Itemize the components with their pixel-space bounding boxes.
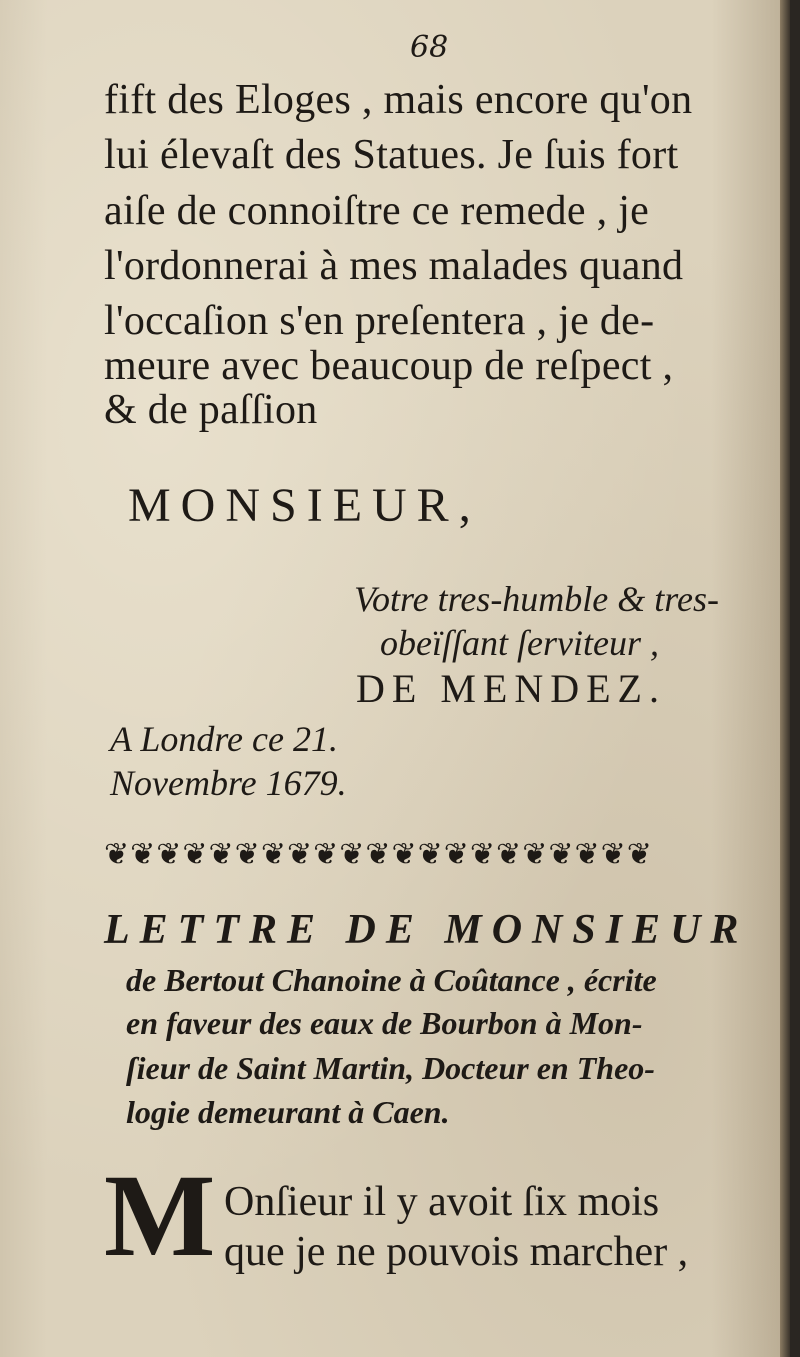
letter-heading-title: LETTRE DE MONSIEUR bbox=[104, 907, 749, 953]
drop-cap: M bbox=[104, 1150, 216, 1281]
signature-name: DE MENDEZ. bbox=[356, 666, 666, 711]
paragraph-line: lui élevaſt des Statues. Je ſuis fort bbox=[104, 132, 679, 178]
date-line-1: A Londre ce 21. bbox=[110, 719, 338, 759]
salutation: MONSIEUR, bbox=[128, 479, 481, 532]
letter-heading-line: en faveur des eaux de Bourbon à Mon- bbox=[126, 1005, 643, 1041]
ornament-glyphs: ❦❦❦❦❦❦❦❦❦❦❦❦❦❦❦❦❦❦❦❦❦ bbox=[104, 836, 653, 872]
page-number: 68 bbox=[410, 30, 449, 65]
paragraph-line: & de paſſion bbox=[104, 387, 318, 433]
letter-heading-line: ſieur de Saint Martin, Docteur en Theo- bbox=[126, 1050, 655, 1086]
opening-line-2: que je ne pouvois marcher , bbox=[224, 1229, 689, 1275]
letter-heading-line: de Bertout Chanoine à Coûtance , écrite bbox=[126, 962, 657, 998]
opening-line-1: Onſieur il y avoit ſix mois bbox=[224, 1179, 660, 1225]
date-line-2: Novembre 1679. bbox=[110, 763, 347, 803]
paragraph-line: meure avec beaucoup de reſpect , bbox=[104, 343, 674, 389]
paragraph-line: l'ordonnerai à mes malades quand bbox=[104, 243, 684, 289]
paragraph-line: aiſe de connoiſtre ce remede , je bbox=[104, 188, 650, 234]
signature-line-1: Votre tres-humble & tres- bbox=[354, 579, 719, 619]
ornament-divider bbox=[104, 834, 764, 874]
letter-heading-line: logie demeurant à Caen. bbox=[126, 1094, 450, 1130]
paragraph-line: l'occaſion s'en preſentera , je de- bbox=[104, 298, 655, 344]
signature-line-2: obeïſſant ſerviteur , bbox=[380, 623, 659, 663]
paragraph-line: fift des Eloges , mais encore qu'on bbox=[104, 77, 693, 123]
page-edge bbox=[780, 0, 790, 1357]
